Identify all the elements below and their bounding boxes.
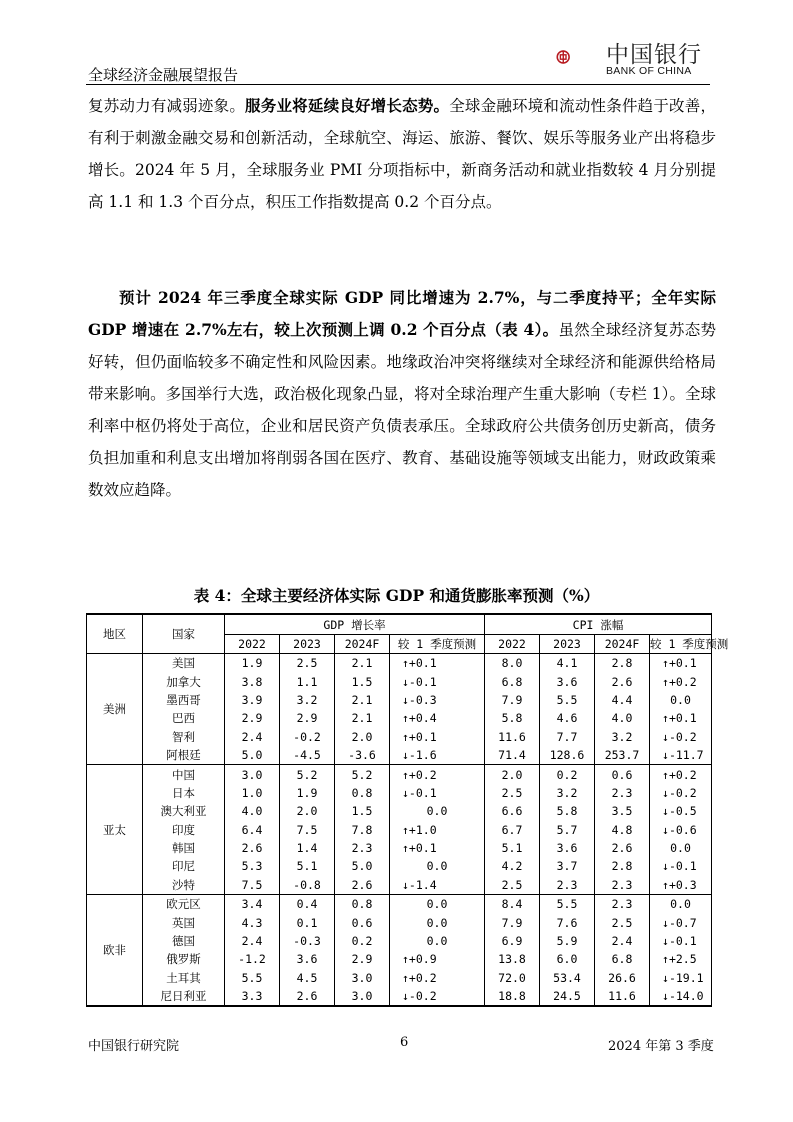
value-cell: 7.9 bbox=[485, 691, 540, 709]
value-cell: 253.7 bbox=[595, 746, 650, 765]
value-cell: 7.5 bbox=[280, 821, 335, 839]
change-cell: ↓-11.7 bbox=[650, 746, 712, 765]
subheader: 2023 bbox=[280, 635, 335, 654]
value-cell: 3.2 bbox=[540, 784, 595, 802]
country-cell: 印尼 bbox=[143, 857, 225, 875]
table-row bbox=[87, 821, 712, 839]
table-row bbox=[87, 987, 712, 1006]
value-cell: 2.6 bbox=[280, 987, 335, 1006]
value-cell: 7.5 bbox=[225, 876, 280, 895]
table-caption: 表 4：全球主要经济体实际 GDP 和通货膨胀率预测（%） bbox=[193, 586, 600, 605]
value-cell: 11.6 bbox=[595, 987, 650, 1006]
value-cell: 0.4 bbox=[280, 895, 335, 914]
value-cell: 1.9 bbox=[225, 654, 280, 673]
value-cell: -4.5 bbox=[280, 746, 335, 765]
value-cell: 5.2 bbox=[280, 765, 335, 784]
table-row bbox=[87, 672, 712, 690]
value-cell: 5.8 bbox=[485, 709, 540, 727]
value-cell: 7.8 bbox=[335, 821, 390, 839]
value-cell: 5.9 bbox=[540, 932, 595, 950]
value-cell: 2.3 bbox=[335, 839, 390, 857]
value-cell: 7.6 bbox=[540, 913, 595, 931]
table-row bbox=[87, 857, 712, 875]
value-cell: 5.7 bbox=[540, 821, 595, 839]
table-row bbox=[87, 765, 712, 784]
change-cell: ↓-1.6 bbox=[390, 746, 485, 765]
value-cell: 128.6 bbox=[540, 746, 595, 765]
change-cell: 0.0 bbox=[390, 857, 485, 875]
table-row bbox=[87, 950, 712, 968]
country-cell: 美国 bbox=[143, 654, 225, 673]
value-cell: 4.6 bbox=[540, 709, 595, 727]
value-cell: -0.2 bbox=[280, 728, 335, 746]
country-cell: 墨西哥 bbox=[143, 691, 225, 709]
subheader: 2022 bbox=[485, 635, 540, 654]
value-cell: 2.3 bbox=[595, 895, 650, 914]
header-region: 地区 bbox=[87, 614, 143, 654]
country-cell: 澳大利亚 bbox=[143, 802, 225, 820]
value-cell: -3.6 bbox=[335, 746, 390, 765]
change-cell: ↓-0.1 bbox=[390, 784, 485, 802]
footer-period: 2024 年第 3 季度 bbox=[608, 1039, 714, 1054]
value-cell: 2.0 bbox=[335, 728, 390, 746]
value-cell: 0.6 bbox=[595, 765, 650, 784]
change-cell: ↓-0.1 bbox=[650, 932, 712, 950]
value-cell: 72.0 bbox=[485, 969, 540, 987]
country-cell: 韩国 bbox=[143, 839, 225, 857]
value-cell: 2.3 bbox=[595, 784, 650, 802]
header-cpi: CPI 涨幅 bbox=[485, 614, 712, 635]
subheader: 2024F bbox=[595, 635, 650, 654]
value-cell: 5.5 bbox=[540, 691, 595, 709]
change-cell: ↓-0.2 bbox=[650, 784, 712, 802]
value-cell: 3.0 bbox=[335, 969, 390, 987]
value-cell: 8.4 bbox=[485, 895, 540, 914]
paragraph-forecast bbox=[88, 282, 716, 506]
change-cell: ↓-19.1 bbox=[650, 969, 712, 987]
change-cell: ↑+0.1 bbox=[390, 728, 485, 746]
value-cell: -0.3 bbox=[280, 932, 335, 950]
value-cell: 0.8 bbox=[335, 895, 390, 914]
report-title: 全球经济金融展望报告 bbox=[88, 66, 239, 84]
country-cell: 巴西 bbox=[143, 709, 225, 727]
change-cell: 0.0 bbox=[390, 895, 485, 914]
country-cell: 俄罗斯 bbox=[143, 950, 225, 968]
value-cell: 2.0 bbox=[485, 765, 540, 784]
value-cell: 3.6 bbox=[540, 672, 595, 690]
value-cell: 2.6 bbox=[225, 839, 280, 857]
value-cell: 2.1 bbox=[335, 654, 390, 673]
table-row bbox=[87, 932, 712, 950]
subheader: 2023 bbox=[540, 635, 595, 654]
value-cell: 3.4 bbox=[225, 895, 280, 914]
header-gdp: GDP 增长率 bbox=[225, 614, 485, 635]
value-cell: 1.4 bbox=[280, 839, 335, 857]
value-cell: 6.8 bbox=[595, 950, 650, 968]
value-cell: 6.8 bbox=[485, 672, 540, 690]
change-cell: ↑+0.9 bbox=[390, 950, 485, 968]
value-cell: 1.9 bbox=[280, 784, 335, 802]
value-cell: 2.5 bbox=[595, 913, 650, 931]
value-cell: 3.0 bbox=[335, 987, 390, 1006]
value-cell: 18.8 bbox=[485, 987, 540, 1006]
value-cell: 2.8 bbox=[595, 654, 650, 673]
bold-heading: 预计 2024 年三季度全球实际 GDP 同比增速为 2.7%，与二季度持平；全年实际 GDP 增速在 2.7%左右，较上次预测上调 0.2 个百分点（表 4）。 bbox=[88, 288, 716, 339]
value-cell: 2.9 bbox=[280, 709, 335, 727]
paragraph-text: 全球金融环境和流动性条件趋于改善，有利于刺激金融交易和创新活动，全球航空、海运、旅游、餐饮、娱乐等服务业产出将稳步增长。2024 年 5 月，全球服务业 PMI 分项指标中，新商务活动和就业指数较 4 月分别提高 1.1 和 1.3 个百分点，积压工作指数提高 0.2 个百分点。 bbox=[88, 97, 716, 211]
value-cell: -1.2 bbox=[225, 950, 280, 968]
value-cell: 0.6 bbox=[335, 913, 390, 931]
country-cell: 英国 bbox=[143, 913, 225, 931]
value-cell: 4.3 bbox=[225, 913, 280, 931]
value-cell: 0.2 bbox=[335, 932, 390, 950]
value-cell: 6.7 bbox=[485, 821, 540, 839]
value-cell: 3.3 bbox=[225, 987, 280, 1006]
value-cell: 3.5 bbox=[595, 802, 650, 820]
change-cell: ↓-0.5 bbox=[650, 802, 712, 820]
header-rule bbox=[86, 84, 710, 85]
value-cell: 2.6 bbox=[595, 672, 650, 690]
change-cell: ↓-0.6 bbox=[650, 821, 712, 839]
region-cell: 美洲 bbox=[87, 654, 143, 765]
change-cell: 0.0 bbox=[650, 895, 712, 914]
country-cell: 欧元区 bbox=[143, 895, 225, 914]
change-cell: ↑+0.1 bbox=[650, 654, 712, 673]
value-cell: 2.9 bbox=[225, 709, 280, 727]
value-cell: 4.8 bbox=[595, 821, 650, 839]
value-cell: 4.2 bbox=[485, 857, 540, 875]
value-cell: 3.6 bbox=[540, 839, 595, 857]
value-cell: 7.7 bbox=[540, 728, 595, 746]
value-cell: 2.6 bbox=[595, 839, 650, 857]
bank-logo-icon bbox=[556, 34, 606, 80]
change-cell: ↑+0.4 bbox=[390, 709, 485, 727]
value-cell: 2.6 bbox=[335, 876, 390, 895]
region-cell: 亚太 bbox=[87, 765, 143, 895]
change-cell: ↓-14.0 bbox=[650, 987, 712, 1006]
region-cell: 欧非 bbox=[87, 895, 143, 1007]
value-cell: 1.5 bbox=[335, 802, 390, 820]
table-row bbox=[87, 969, 712, 987]
value-cell: 2.1 bbox=[335, 709, 390, 727]
table-row bbox=[87, 913, 712, 931]
forecast-table bbox=[86, 613, 729, 1007]
value-cell: 3.7 bbox=[540, 857, 595, 875]
change-cell: 0.0 bbox=[390, 932, 485, 950]
value-cell: 1.0 bbox=[225, 784, 280, 802]
change-cell: ↑+0.1 bbox=[390, 654, 485, 673]
value-cell: 26.6 bbox=[595, 969, 650, 987]
value-cell: 6.6 bbox=[485, 802, 540, 820]
change-cell: ↑+2.5 bbox=[650, 950, 712, 968]
value-cell: 8.0 bbox=[485, 654, 540, 673]
value-cell: 13.8 bbox=[485, 950, 540, 968]
value-cell: 2.4 bbox=[225, 932, 280, 950]
value-cell: 3.9 bbox=[225, 691, 280, 709]
change-cell: ↑+0.2 bbox=[390, 765, 485, 784]
value-cell: 2.5 bbox=[280, 654, 335, 673]
change-cell: ↑+0.3 bbox=[650, 876, 712, 895]
value-cell: 2.3 bbox=[595, 876, 650, 895]
change-cell: ↓-0.3 bbox=[390, 691, 485, 709]
value-cell: 3.2 bbox=[595, 728, 650, 746]
value-cell: 5.5 bbox=[540, 895, 595, 914]
table-row bbox=[87, 784, 712, 802]
table-row bbox=[87, 895, 712, 914]
value-cell: 3.2 bbox=[280, 691, 335, 709]
value-cell: 5.8 bbox=[540, 802, 595, 820]
country-cell: 智利 bbox=[143, 728, 225, 746]
change-cell: ↓-0.2 bbox=[390, 987, 485, 1006]
value-cell: 3.8 bbox=[225, 672, 280, 690]
country-cell: 沙特 bbox=[143, 876, 225, 895]
value-cell: 4.4 bbox=[595, 691, 650, 709]
change-cell: ↓-0.2 bbox=[650, 728, 712, 746]
table-row bbox=[87, 691, 712, 709]
change-cell: ↑+0.2 bbox=[650, 765, 712, 784]
table-row bbox=[87, 654, 712, 673]
subheader: 2024F bbox=[335, 635, 390, 654]
country-cell: 德国 bbox=[143, 932, 225, 950]
value-cell: 5.0 bbox=[335, 857, 390, 875]
subheader: 较 1 季度预测 bbox=[650, 635, 712, 654]
table-row bbox=[87, 728, 712, 746]
value-cell: 11.6 bbox=[485, 728, 540, 746]
value-cell: 0.8 bbox=[335, 784, 390, 802]
subheader: 2022 bbox=[225, 635, 280, 654]
table-row bbox=[87, 839, 712, 857]
value-cell: 5.2 bbox=[335, 765, 390, 784]
change-cell: ↑+0.2 bbox=[390, 969, 485, 987]
change-cell: 0.0 bbox=[650, 839, 712, 857]
value-cell: 53.4 bbox=[540, 969, 595, 987]
value-cell: 2.4 bbox=[225, 728, 280, 746]
paragraph-text: 复苏动力有减弱迹象。 bbox=[88, 97, 246, 115]
page-number: 6 bbox=[400, 1035, 409, 1050]
country-cell: 中国 bbox=[143, 765, 225, 784]
value-cell: 2.5 bbox=[485, 876, 540, 895]
bold-heading: 服务业将延续良好增长态势。 bbox=[245, 96, 450, 115]
value-cell: 3.6 bbox=[280, 950, 335, 968]
value-cell: 4.0 bbox=[225, 802, 280, 820]
value-cell: 6.0 bbox=[540, 950, 595, 968]
value-cell: 0.2 bbox=[540, 765, 595, 784]
value-cell: 5.1 bbox=[280, 857, 335, 875]
value-cell: 4.0 bbox=[595, 709, 650, 727]
country-cell: 印度 bbox=[143, 821, 225, 839]
change-cell: 0.0 bbox=[390, 802, 485, 820]
change-cell: ↑+0.1 bbox=[390, 839, 485, 857]
value-cell: 7.9 bbox=[485, 913, 540, 931]
change-cell: ↓-0.1 bbox=[650, 857, 712, 875]
value-cell: 6.9 bbox=[485, 932, 540, 950]
value-cell: 5.1 bbox=[485, 839, 540, 857]
value-cell: 2.8 bbox=[595, 857, 650, 875]
value-cell: 24.5 bbox=[540, 987, 595, 1006]
value-cell: 2.0 bbox=[280, 802, 335, 820]
table-row bbox=[87, 876, 712, 895]
value-cell: 4.1 bbox=[540, 654, 595, 673]
change-cell: ↑+0.1 bbox=[650, 709, 712, 727]
paragraph-services bbox=[88, 90, 716, 218]
table-row bbox=[87, 709, 712, 727]
value-cell: 2.9 bbox=[335, 950, 390, 968]
change-cell: ↑+0.2 bbox=[650, 672, 712, 690]
value-cell: 2.3 bbox=[540, 876, 595, 895]
value-cell: 5.5 bbox=[225, 969, 280, 987]
value-cell: 4.5 bbox=[280, 969, 335, 987]
value-cell: 6.4 bbox=[225, 821, 280, 839]
table-row bbox=[87, 746, 712, 765]
change-cell: ↓-0.1 bbox=[390, 672, 485, 690]
country-cell: 土耳其 bbox=[143, 969, 225, 987]
table-row bbox=[87, 802, 712, 820]
value-cell: 3.0 bbox=[225, 765, 280, 784]
value-cell: 2.5 bbox=[485, 784, 540, 802]
country-cell: 阿根廷 bbox=[143, 746, 225, 765]
country-cell: 加拿大 bbox=[143, 672, 225, 690]
value-cell: 1.1 bbox=[280, 672, 335, 690]
value-cell: 5.0 bbox=[225, 746, 280, 765]
change-cell: ↓-1.4 bbox=[390, 876, 485, 895]
paragraph-text: 虽然全球经济复苏态势好转，但仍面临较多不确定性和风险因素。地缘政治冲突将继续对全球经济和能源供给格局带来影响。多国举行大选，政治极化现象凸显，将对全球治理产生重大影响（专栏 1）。全球利率中枢仍将处于高位，企业和居民资产负债表承压。全球政府公共债务创历史新高，债务负担加重和利息支出增加将削弱各国在医疗、教育、基础设施等领域支出能力，财政政策乘数效应趋降。 bbox=[88, 321, 716, 499]
change-cell: 0.0 bbox=[650, 691, 712, 709]
value-cell: 0.1 bbox=[280, 913, 335, 931]
logo-english-name: BANK OF CHINA bbox=[606, 65, 692, 77]
table-body bbox=[87, 654, 712, 1007]
subheader: 较 1 季度预测 bbox=[390, 635, 485, 654]
value-cell: 1.5 bbox=[335, 672, 390, 690]
footer-institute: 中国银行研究院 bbox=[88, 1039, 180, 1054]
change-cell: ↑+1.0 bbox=[390, 821, 485, 839]
header-country: 国家 bbox=[143, 614, 225, 654]
value-cell: 2.1 bbox=[335, 691, 390, 709]
change-cell: 0.0 bbox=[390, 913, 485, 931]
value-cell: -0.8 bbox=[280, 876, 335, 895]
value-cell: 71.4 bbox=[485, 746, 540, 765]
logo-chinese-name: 中国银行 bbox=[606, 42, 702, 68]
country-cell: 日本 bbox=[143, 784, 225, 802]
value-cell: 2.4 bbox=[595, 932, 650, 950]
change-cell: ↓-0.7 bbox=[650, 913, 712, 931]
value-cell: 5.3 bbox=[225, 857, 280, 875]
country-cell: 尼日利亚 bbox=[143, 987, 225, 1006]
